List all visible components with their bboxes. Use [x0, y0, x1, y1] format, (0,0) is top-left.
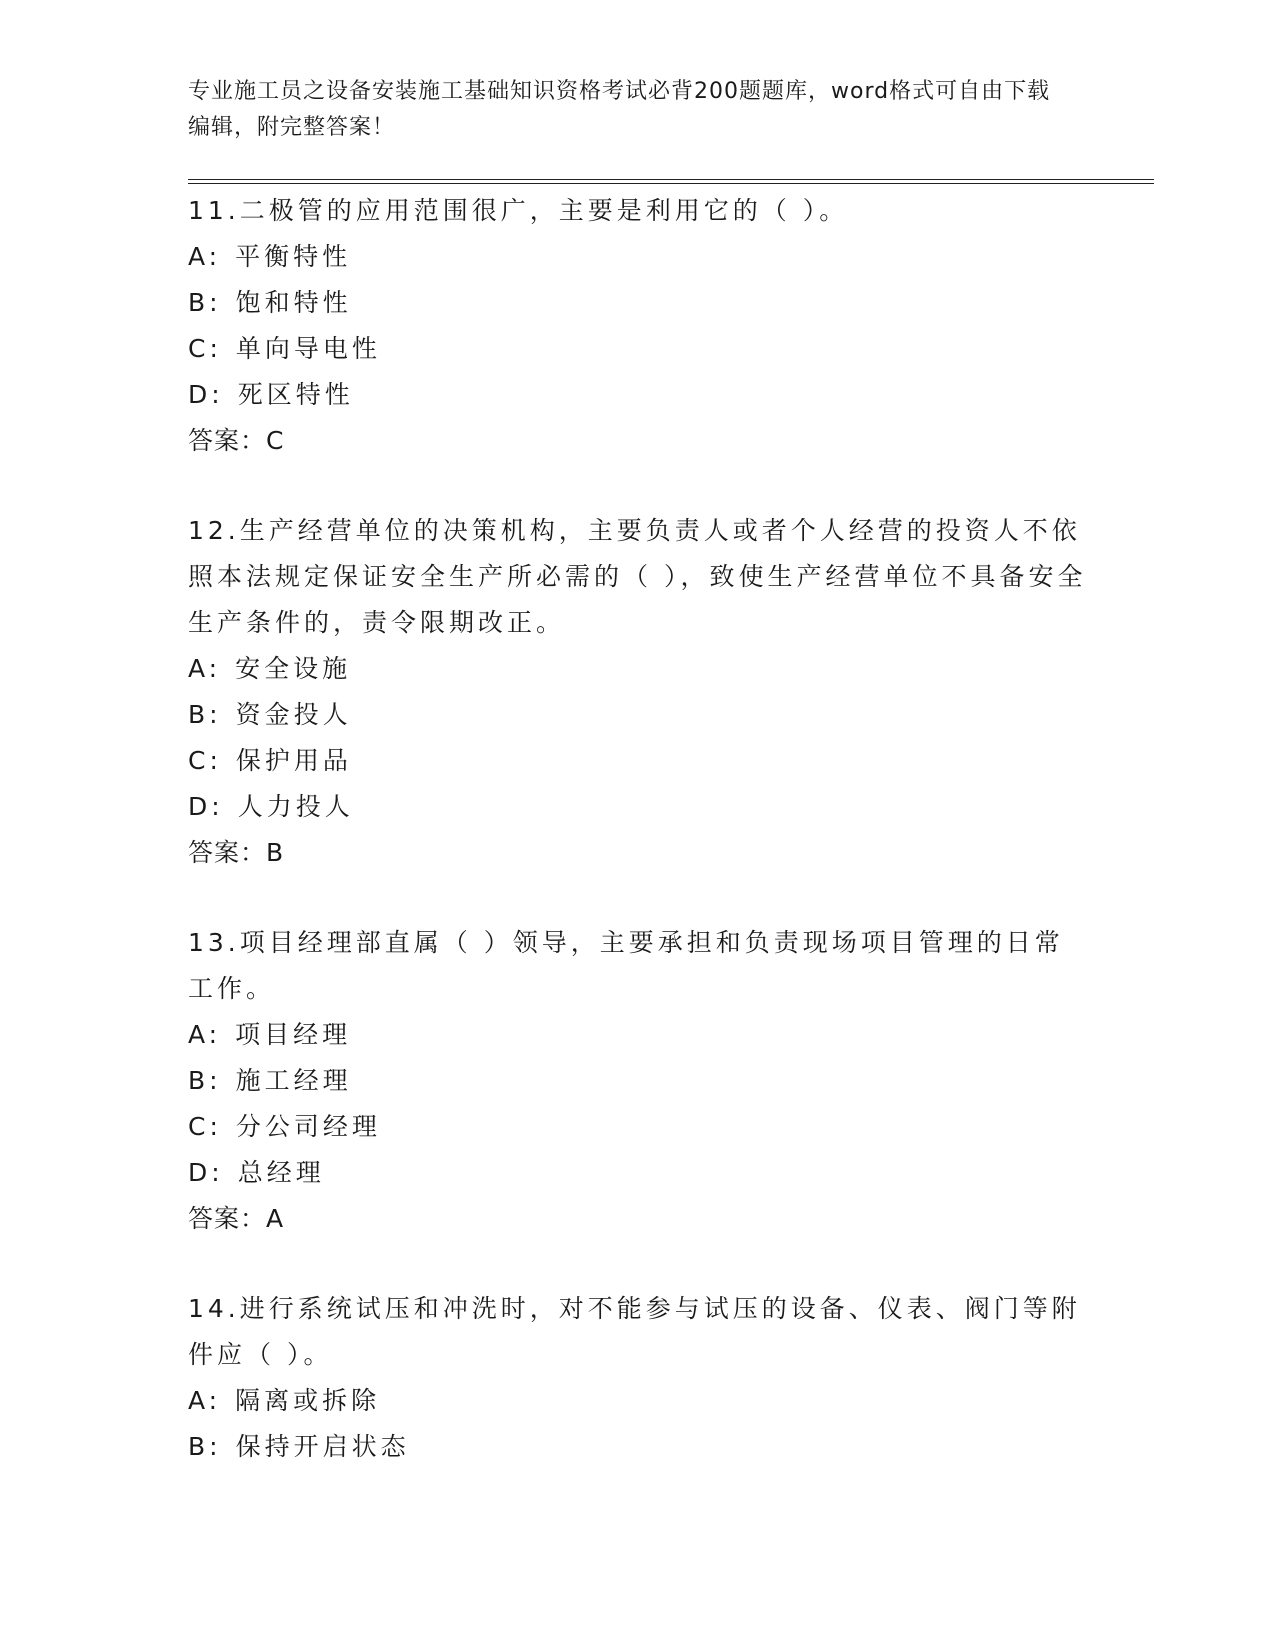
option-letter: C:	[188, 1112, 222, 1141]
option-text: 安全设施	[235, 654, 352, 683]
option-text: 总经理	[237, 1158, 325, 1187]
option-letter: C:	[188, 334, 222, 363]
option-a	[188, 1012, 1088, 1058]
option-text: 隔离或拆除	[235, 1386, 381, 1415]
option-text: 饱和特性	[235, 288, 352, 317]
option-a	[188, 234, 1088, 280]
option-c	[188, 1104, 1088, 1150]
option-letter: B:	[188, 1432, 222, 1461]
option-letter: B:	[188, 1066, 222, 1095]
option-b	[188, 692, 1088, 738]
option-letter: D:	[188, 1158, 224, 1187]
answer-line: 答案：C	[188, 426, 285, 455]
option-d	[188, 784, 1088, 830]
question-stem: 14.进行系统试压和冲洗时，对不能参与试压的设备、仪表、阀门等附件应（ ）。	[188, 1294, 1081, 1369]
option-letter: B:	[188, 700, 222, 729]
option-text: 资金投人	[235, 700, 352, 729]
option-letter: D:	[188, 380, 224, 409]
header-divider	[188, 179, 1154, 184]
question-14	[188, 1286, 1088, 1470]
option-a	[188, 646, 1088, 692]
option-letter: A:	[188, 1386, 222, 1415]
question-stem: 12.生产经营单位的决策机构，主要负责人或者个人经营的投资人不依照本法规定保证安全生产所必需的（ ），致使生产经营单位不具备安全生产条件的，责令限期改正。	[188, 516, 1087, 637]
option-c	[188, 326, 1088, 372]
option-letter: A:	[188, 242, 222, 271]
document-header: 专业施工员之设备安装施工基础知识资格考试必背200题题库，word格式可自由下载编辑，附完整答案！	[188, 79, 1051, 140]
option-text: 施工经理	[235, 1066, 352, 1095]
question-12	[188, 508, 1088, 876]
option-b	[188, 1424, 1088, 1470]
option-b	[188, 1058, 1088, 1104]
option-text: 平衡特性	[235, 242, 352, 271]
option-text: 死区特性	[237, 380, 354, 409]
option-d	[188, 1150, 1088, 1196]
option-c	[188, 738, 1088, 784]
option-text: 单向导电性	[235, 334, 381, 363]
option-b	[188, 280, 1088, 326]
option-letter: A:	[188, 1020, 222, 1049]
option-letter: D:	[188, 792, 224, 821]
answer-line: 答案：A	[188, 1204, 285, 1233]
option-a	[188, 1378, 1088, 1424]
option-text: 保护用品	[235, 746, 352, 775]
question-13	[188, 920, 1088, 1242]
question-stem: 13.项目经理部直属（ ）领导，主要承担和负责现场项目管理的日常工作。	[188, 928, 1064, 1003]
option-text: 人力投人	[237, 792, 354, 821]
option-letter: C:	[188, 746, 222, 775]
option-text: 保持开启状态	[235, 1432, 410, 1461]
question-11	[188, 188, 1088, 464]
option-text: 项目经理	[235, 1020, 352, 1049]
answer-line: 答案：B	[188, 838, 285, 867]
option-letter: A:	[188, 654, 222, 683]
question-stem: 11.二极管的应用范围很广，主要是利用它的（ ）。	[188, 196, 849, 225]
question-list	[188, 188, 1088, 1470]
option-text: 分公司经理	[235, 1112, 381, 1141]
option-d	[188, 372, 1088, 418]
option-letter: B:	[188, 288, 222, 317]
